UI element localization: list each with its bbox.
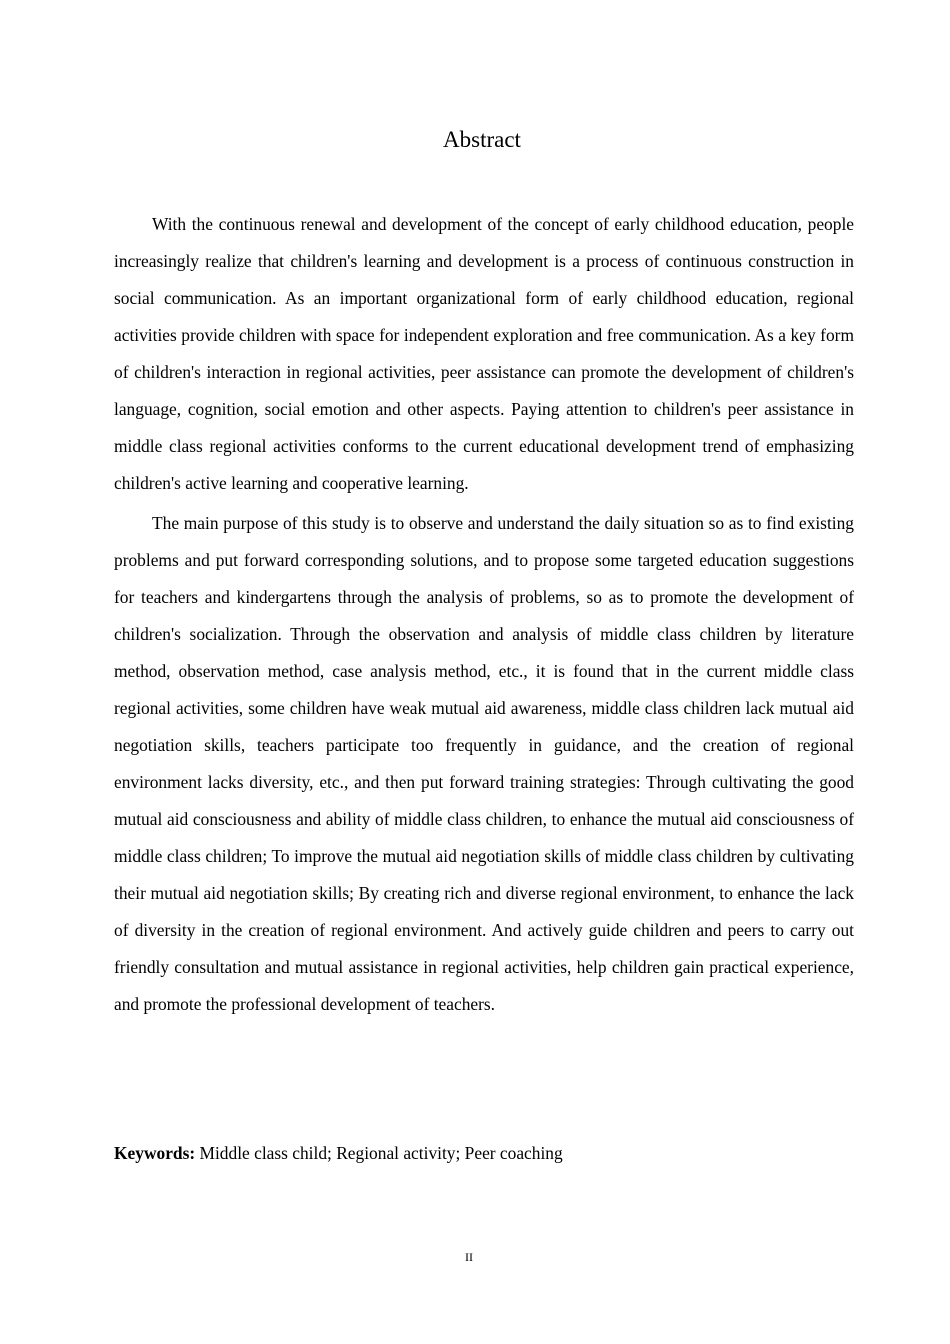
abstract-paragraph-1: With the continuous renewal and development of the concept of early childhood education, people increasingly realize that children's learning and development is a process of continuous construction in social communication. As an important organizational form of early childhood education, regional activities provide children with space for independent exploration and free communication. As a key form of children's interaction in regional activities, peer assistance can promote the development of children's language, cognition, social emotion and other aspects. Paying attention to children's peer assistance in middle class regional activities conforms to the current educational development trend of emphasizing children's active learning and cooperative learning. bbox=[114, 214, 854, 493]
abstract-title: Abstract bbox=[443, 127, 521, 152]
abstract-body bbox=[114, 206, 854, 1023]
keywords-text: Middle class child; Regional activity; Peer coaching bbox=[199, 1143, 563, 1163]
abstract-paragraph-2: The main purpose of this study is to observe and understand the daily situation so as to find existing problems and put forward corresponding solutions, and to propose some targeted education suggestions for teachers and kindergartens through the analysis of problems, so as to promote the development of children's socialization. Through the observation and analysis of middle class children by literature method, observation method, case analysis method, etc., it is found that in the current middle class regional activities, some children have weak mutual aid awareness, middle class children lack mutual aid negotiation skills, teachers participate too frequently in guidance, and the creation of regional environment lacks diversity, etc., and then put forward training strategies: Through cultivating the good mutual aid consciousness and ability of middle class children, to enhance the mutual aid consciousness of middle class children; To improve the mutual aid negotiation skills of middle class children by cultivating their mutual aid negotiation skills; By creating rich and diverse regional environment, to enhance the lack of diversity in the creation of regional environment. And actively guide children and peers to carry out friendly consultation and mutual assistance in regional activities, help children gain practical experience, and promote the professional development of teachers. bbox=[114, 513, 854, 1014]
page-number: II bbox=[465, 1250, 473, 1264]
keywords-label: Keywords: bbox=[114, 1143, 196, 1163]
keywords-line bbox=[114, 1138, 563, 1168]
